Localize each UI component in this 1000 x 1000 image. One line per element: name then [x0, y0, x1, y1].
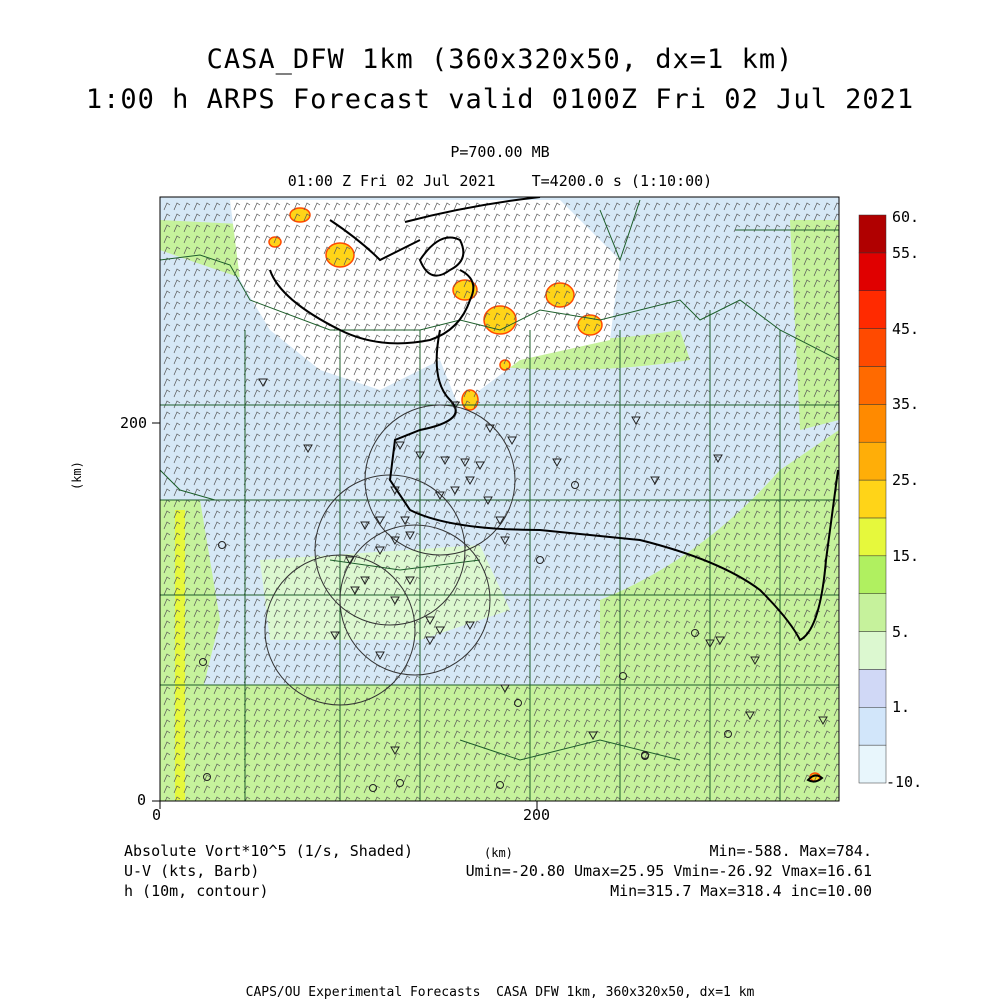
colorbar-label: -10.: [886, 773, 923, 791]
colorbar-swatch: [859, 366, 886, 404]
colorbar-label: 45.: [892, 320, 920, 338]
colorbar-swatch: [859, 291, 886, 329]
colorbar-swatch: [859, 669, 886, 707]
colorbar-swatch: [859, 253, 886, 291]
y-tick-0: 0: [137, 791, 147, 809]
colorbar-swatch: [859, 707, 886, 745]
vorticity-range: Min=-588. Max=784.: [709, 842, 872, 860]
chart-subtitle: 1:00 h ARPS Forecast valid 0100Z Fri 02 Jul 2021: [85, 84, 915, 115]
colorbar-label: 60.: [892, 208, 920, 226]
x-tick-0: 0: [152, 806, 162, 824]
shaded-south-band: [160, 685, 839, 801]
legend-wind-barb: U-V (kts, Barb): [124, 862, 260, 880]
legend-height-contour: h (10m, contour): [124, 882, 269, 900]
colorbar-label: 55.: [892, 244, 920, 262]
colorbar-label: 5.: [892, 623, 911, 641]
colorbar-swatch: [859, 518, 886, 556]
colorbar-swatch: [859, 404, 886, 442]
y-axis-label: (km): [70, 461, 84, 490]
y-tick-200: 200: [120, 414, 148, 432]
colorbar-swatch: [859, 594, 886, 632]
colorbar: [859, 215, 886, 783]
height-range: Min=315.7 Max=318.4 inc=10.00: [610, 882, 872, 900]
colorbar-label: 1.: [892, 698, 911, 716]
colorbar-swatch: [859, 329, 886, 367]
x-tick-200: 200: [523, 806, 551, 824]
chart-title: CASA_DFW 1km (360x320x50, dx=1 km): [206, 44, 794, 75]
x-axis-label: (km): [484, 846, 513, 860]
colorbar-label: 35.: [892, 395, 920, 413]
map-area: [160, 197, 840, 804]
colorbar-swatch: [859, 442, 886, 480]
time-info: 01:00 Z Fri 02 Jul 2021 T=4200.0 s (1:10:00): [287, 172, 713, 190]
footer-credit: CAPS/OU Experimental Forecasts CASA DFW 1km, 360x320x50, dx=1 km: [245, 985, 755, 1000]
legend-vorticity: Absolute Vort*10^5 (1/s, Shaded): [124, 842, 413, 860]
wind-range: Umin=-20.80 Umax=25.95 Vmin=-26.92 Vmax=16.61: [465, 862, 872, 880]
colorbar-swatch: [859, 556, 886, 594]
colorbar-swatch: [859, 480, 886, 518]
colorbar-swatch: [859, 215, 886, 253]
pressure-level: P=700.00 MB: [450, 143, 550, 161]
colorbar-label: 25.: [892, 471, 920, 489]
colorbar-swatch: [859, 745, 886, 783]
colorbar-label: 15.: [892, 547, 920, 565]
colorbar-swatch: [859, 632, 886, 670]
